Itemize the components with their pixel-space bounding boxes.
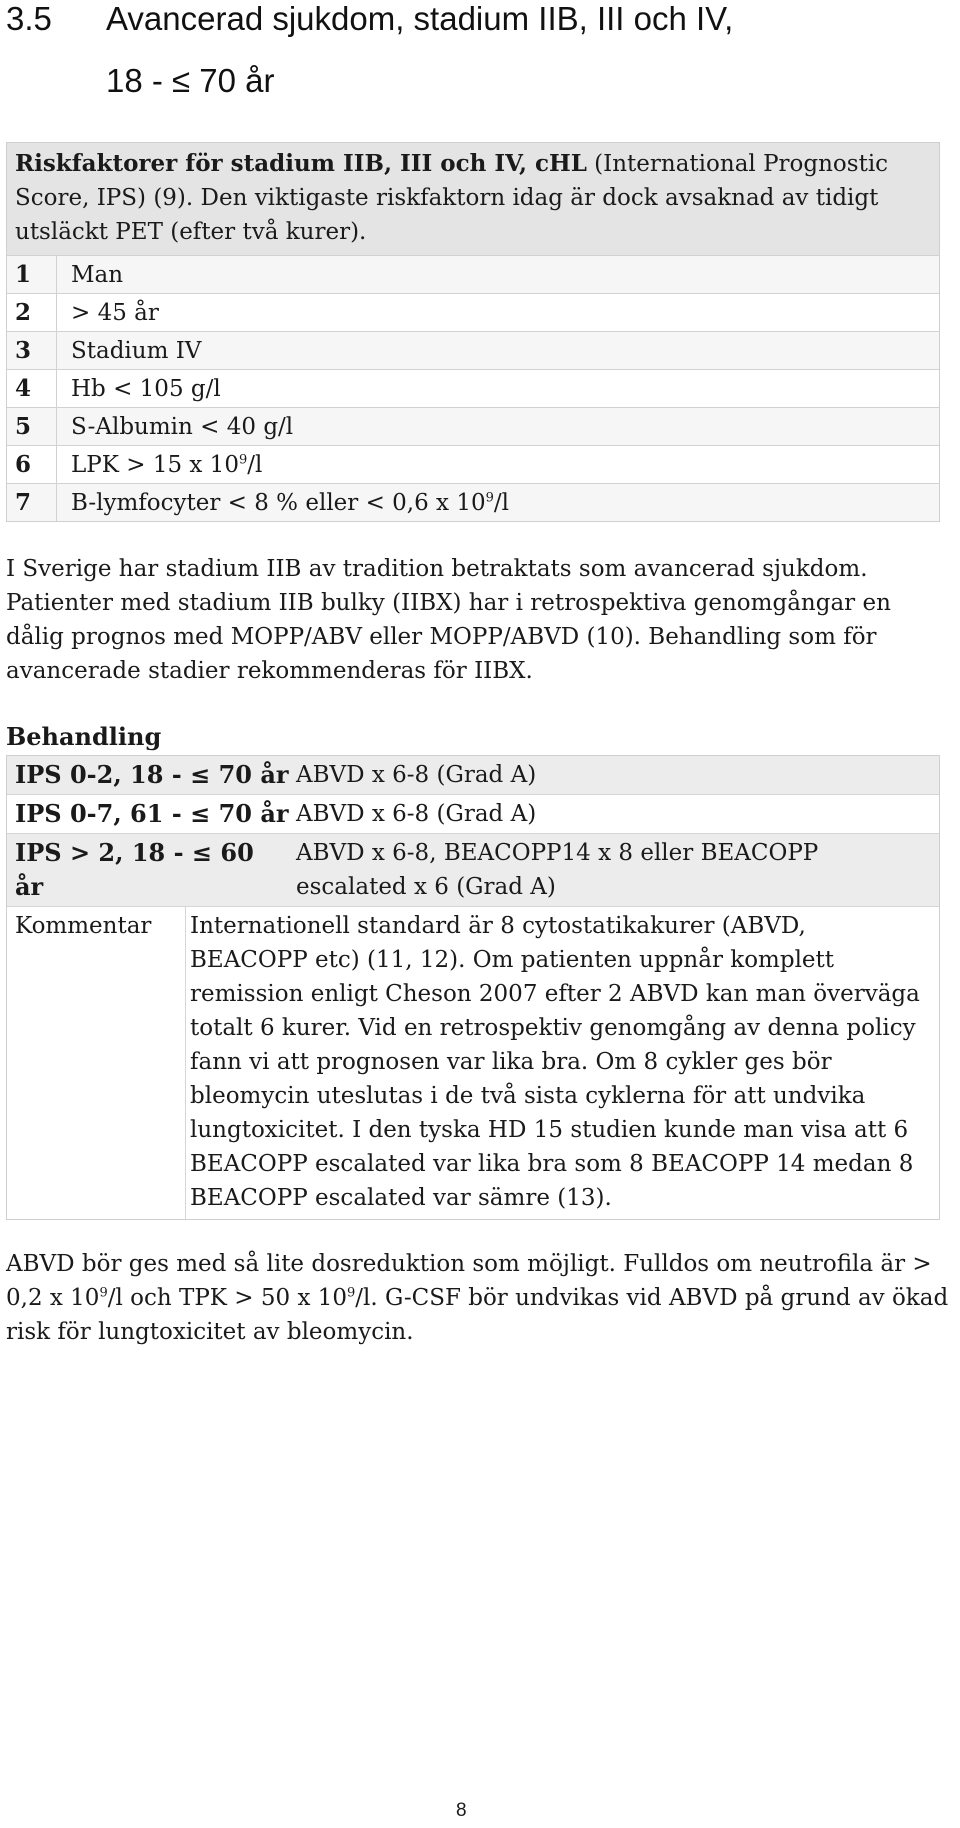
risk-factor-text-unit: /l xyxy=(247,451,263,478)
superscript: 9 xyxy=(347,1285,356,1301)
treatment-group: IPS 0-7, 61 - ≤ 70 år xyxy=(15,799,289,828)
superscript: 9 xyxy=(99,1285,108,1301)
risk-factor-number: 7 xyxy=(7,484,57,521)
risk-factor-number: 2 xyxy=(7,294,57,331)
risk-factor-text: Stadium IV xyxy=(71,337,202,364)
treatment-group: IPS 0-2, 18 - ≤ 70 år xyxy=(15,760,289,789)
section-title-line1: Avancerad sjukdom, stadium IIB, III och IV, xyxy=(106,0,734,37)
risk-factor-intro-text: (International Prognostic Score, IPS) (9). Den viktigaste riskfaktorn idag är dock avsaknad av tidigt utsläckt PET (efter två kurer). xyxy=(15,151,889,245)
risk-factor-number: 6 xyxy=(7,446,57,483)
risk-factor-row xyxy=(7,445,939,483)
section-title-line2: 18 - ≤ 70 år xyxy=(106,62,275,99)
risk-factor-text xyxy=(57,490,509,516)
dosing-text-1: ABVD bör ges med så lite dosreduktion som möjligt. Fulldos om neutrofila är > 0,2 x 10 xyxy=(6,1251,932,1311)
comment-row xyxy=(7,906,939,1219)
treatment-regimen: ABVD x 6-8 (Grad A) xyxy=(296,801,537,827)
risk-factor-list xyxy=(7,255,939,521)
superscript: 9 xyxy=(238,451,248,467)
treatment-regimen: ABVD x 6-8, BEACOPP14 x 8 eller BEACOPP escalated x 6 (Grad A) xyxy=(296,840,819,900)
behandling-heading: Behandling xyxy=(6,722,162,751)
comment-text: Internationell standard är 8 cytostatikakurer (ABVD, BEACOPP etc) (11, 12). Om patienten uppnår komplett remission enligt Cheson 2007 efter 2 ABVD kan man överväga totalt 6 kurer. Vid en retrospektiv genomgång av denna policy fann vi att prognosen var lika bra. Om 8 cykler ges bör bleomycin uteslutas i de två sista cyklerna för att undvika lungtoxicitet. I den tyska HD 15 studien kunde man visa att 6 BEACOPP escalated var lika bra som 8 BEACOPP 14 medan 8 BEACOPP escalated var sämre (13). xyxy=(185,907,939,1219)
risk-factor-intro-bold: Riskfaktorer för stadium IIB, III och IV, cHL xyxy=(15,150,587,177)
risk-factor-number: 5 xyxy=(7,408,57,445)
treatment-row xyxy=(7,833,939,906)
risk-factor-row xyxy=(7,255,939,293)
risk-factor-table xyxy=(6,142,940,522)
risk-factor-row xyxy=(7,293,939,331)
risk-factor-number: 1 xyxy=(7,256,57,293)
page-number: 8 xyxy=(456,1800,467,1821)
risk-factor-text-unit: /l xyxy=(493,489,509,516)
paragraph-abvd-dosing xyxy=(6,1247,956,1349)
treatment-regimen: ABVD x 6-8 (Grad A) xyxy=(296,762,537,788)
risk-factor-row xyxy=(7,369,939,407)
risk-factor-intro xyxy=(7,143,939,255)
risk-factor-text: Hb < 105 g/l xyxy=(71,375,221,402)
risk-factor-number: 4 xyxy=(7,370,57,407)
treatment-table xyxy=(6,755,940,1220)
superscript: 9 xyxy=(485,489,494,505)
dosing-text-2: /l och TPK > 50 x 10 xyxy=(107,1285,348,1311)
paragraph-iibx: I Sverige har stadium IIB av tradition betraktats som avancerad sjukdom. Patienter med stadium IIB bulky (IIBX) har i retrospektiva genomgångar en dålig prognos med MOPP/ABV eller MOPP/ABVD (10). Behandling som för avancerade stadier rekommenderas för IIBX. xyxy=(6,556,891,684)
comment-label: Kommentar xyxy=(7,907,185,1219)
treatment-row xyxy=(7,756,939,794)
risk-factor-text xyxy=(57,452,262,478)
treatment-row xyxy=(7,794,939,833)
risk-factor-row xyxy=(7,331,939,369)
risk-factor-text-main: B-lymfocyter < 8 % eller < 0,6 x 10 xyxy=(71,489,486,516)
risk-factor-row xyxy=(7,407,939,445)
dosing-text-3: /l. G-CSF bör undvikas vid ABVD på grund av ökad risk för lungtoxicitet av bleomycin. xyxy=(6,1285,949,1345)
section-number: 3.5 xyxy=(6,0,52,37)
risk-factor-text: S-Albumin < 40 g/l xyxy=(71,413,294,440)
treatment-group: IPS > 2, 18 - ≤ 60 år xyxy=(15,838,254,901)
risk-factor-row xyxy=(7,483,939,521)
risk-factor-text-main: LPK > 15 x 10 xyxy=(71,451,239,478)
risk-factor-number: 3 xyxy=(7,332,57,369)
risk-factor-text: Man xyxy=(71,261,124,288)
risk-factor-text: > 45 år xyxy=(71,299,159,326)
